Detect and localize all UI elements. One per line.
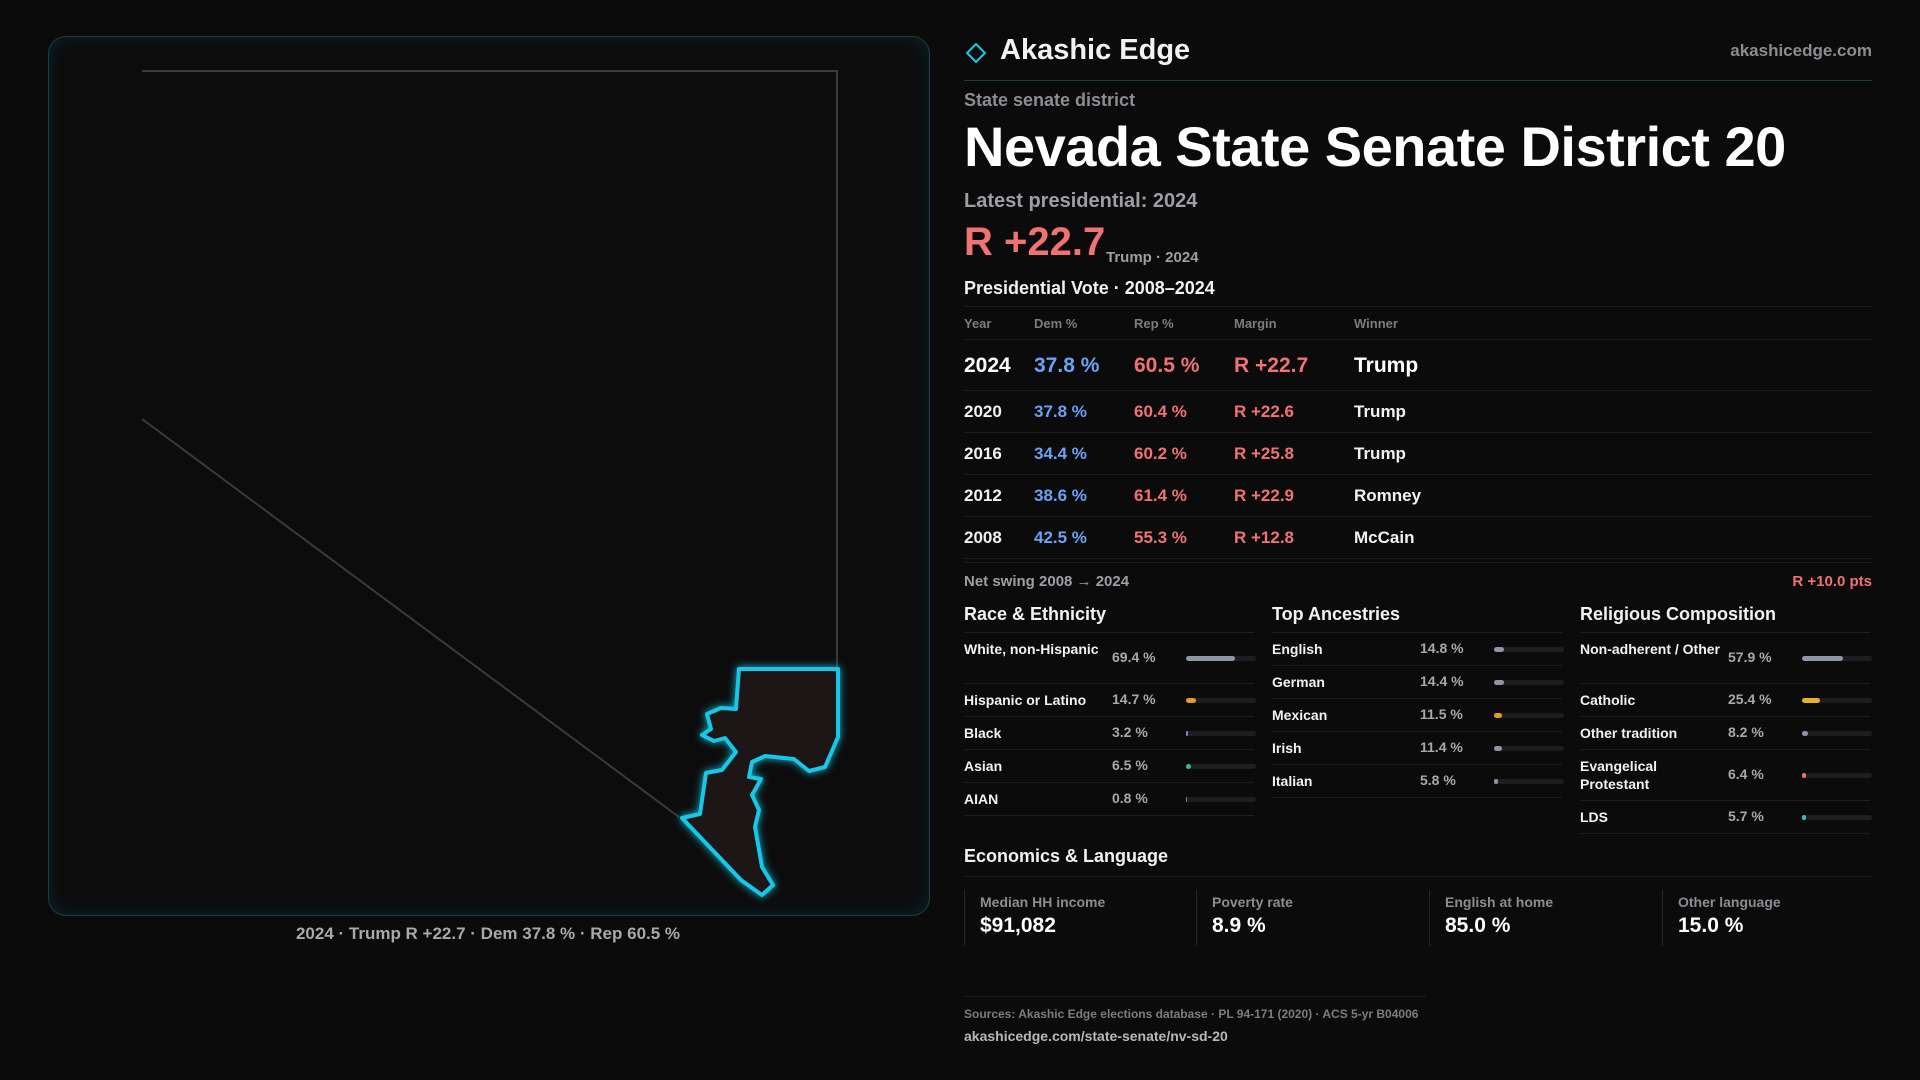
list-item [1580,717,1870,750]
bar-track [1802,698,1872,703]
bar-track [1802,815,1872,820]
item-pct: 11.4 % [1420,739,1463,755]
item-label: English [1272,641,1323,657]
vote-table-title: Presidential Vote · 2008–2024 [964,278,1215,298]
list-item [1580,633,1870,684]
bar-fill [1494,746,1502,751]
item-pct: 14.8 % [1420,640,1464,656]
cell-year: 2016 [964,444,1002,463]
cell-dem: 37.8 % [1034,354,1100,377]
header-rep: Rep % [1134,316,1174,331]
item-pct: 25.4 % [1728,691,1772,707]
bar-fill [1186,764,1191,769]
bar-fill [1186,731,1188,736]
stat-median-income [964,890,1191,946]
bar-fill [1186,797,1187,802]
table-row [964,517,1872,559]
latest-margin-sub: Trump · 2024 [1106,249,1199,266]
bar-fill [1494,680,1504,685]
map-panel[interactable] [48,36,930,916]
latest-margin: R +22.7 [964,220,1106,264]
item-pct: 8.2 % [1728,724,1764,740]
item-pct: 14.7 % [1112,691,1156,707]
table-row [964,475,1872,517]
bar-fill [1494,647,1504,652]
stat-label: English at home [1445,894,1554,910]
list-item [964,750,1254,783]
race-ethnicity-section [964,600,1254,816]
item-label: Hispanic or Latino [964,692,1087,708]
item-pct: 6.4 % [1728,766,1764,782]
item-label: White, non-Hispanic [964,641,1099,657]
cell-rep: 60.4 % [1134,402,1187,421]
sources-footer [964,996,1426,1044]
item-pct: 57.9 % [1728,649,1772,665]
bar-track [1802,656,1872,661]
cell-margin: R +22.7 [1234,354,1309,377]
cell-rep: 61.4 % [1134,486,1187,505]
economics-grid [964,890,1872,946]
cell-dem: 42.5 % [1034,528,1087,547]
item-label: LDS [1580,809,1608,825]
bar-track [1802,731,1872,736]
net-swing-label: Net swing 2008 → 2024 [964,573,1130,590]
bar-fill [1802,773,1806,778]
diamond-icon [966,43,986,63]
item-label: Asian [964,758,1003,774]
item-label: AIAN [964,791,999,807]
cell-rep: 60.2 % [1134,444,1187,463]
item-pct: 5.8 % [1420,772,1456,788]
bar-fill [1802,656,1843,661]
bar-track [1802,773,1872,778]
list-item [1272,666,1562,699]
item-pct: 6.5 % [1112,757,1148,773]
list-item [964,783,1254,816]
list-item [964,717,1254,750]
table-row [964,433,1872,475]
stat-label: Other language [1678,894,1781,910]
bar-fill [1802,815,1806,820]
page-title: Nevada State Senate District 20 [964,115,1786,178]
cell-year: 2024 [964,354,1011,377]
economics-title: Economics & Language [964,842,1872,877]
item-label: Other tradition [1580,725,1678,741]
item-label: German [1272,674,1325,690]
bar-track [1494,713,1564,718]
bar-track [1494,680,1564,685]
item-label: Mexican [1272,707,1328,723]
brand-name: Akashic Edge [1000,34,1191,66]
district-map[interactable] [49,37,929,915]
cell-margin: R +25.8 [1234,444,1295,463]
district-outline[interactable] [682,669,838,895]
cell-rep: 55.3 % [1134,528,1187,547]
section-title: Religious Composition [1580,600,1870,633]
bar-fill [1186,656,1235,661]
list-item [1272,765,1562,798]
cell-margin: R +22.9 [1234,486,1295,505]
cell-year: 2020 [964,402,1002,421]
list-item [1580,684,1870,717]
latest-presidential-label: Latest presidential: 2024 [964,190,1198,212]
brand-url-link[interactable]: akashicedge.com [1730,41,1872,60]
list-item [1272,732,1562,765]
table-header [964,306,1872,340]
header-year: Year [964,316,992,331]
item-pct: 0.8 % [1112,790,1148,806]
cell-winner: McCain [1354,528,1415,547]
item-pct: 5.7 % [1728,808,1764,824]
list-item [964,684,1254,717]
table-row [964,391,1872,433]
cell-margin: R +22.6 [1234,402,1295,421]
item-pct: 11.5 % [1420,706,1463,722]
cell-winner: Trump [1354,402,1406,421]
list-item [1580,750,1870,801]
info-panel [964,0,1872,1080]
item-pct: 3.2 % [1112,724,1148,740]
bar-fill [1494,779,1498,784]
header-winner: Winner [1354,316,1398,331]
cell-dem: 34.4 % [1034,444,1087,463]
item-pct: 14.4 % [1420,673,1464,689]
item-pct: 69.4 % [1112,649,1156,665]
bar-fill [1802,698,1820,703]
bar-track [1186,764,1256,769]
list-item [1272,699,1562,732]
bar-track [1186,797,1256,802]
presidential-vote-table [964,306,1872,559]
district-type: State senate district [964,90,1136,110]
stat-label: Median HH income [980,894,1106,910]
religion-section [1580,600,1870,834]
item-label: Non-adherent / Other [1580,641,1721,657]
bar-fill [1186,698,1196,703]
cell-margin: R +12.8 [1234,528,1295,547]
table-row [964,340,1872,391]
net-swing-row [964,562,1872,603]
section-title: Top Ancestries [1272,600,1562,633]
item-label: Black [964,725,1002,741]
cell-winner: Trump [1354,444,1406,463]
ancestries-section [1272,600,1562,798]
bar-track [1494,647,1564,652]
bar-fill [1802,731,1808,736]
net-swing-value: R +10.0 pts [1792,573,1872,590]
cell-year: 2008 [964,528,1002,547]
stat-value: 15.0 % [1678,914,1744,937]
item-label: Evangelical Protestant [1580,758,1658,792]
stat-poverty-rate [1196,890,1423,946]
stat-label: Poverty rate [1212,894,1293,910]
bar-fill [1494,713,1502,718]
stat-value: 85.0 % [1445,914,1511,937]
section-title: Race & Ethnicity [964,600,1254,633]
cell-winner: Trump [1354,354,1419,377]
item-label: Catholic [1580,692,1636,708]
stat-value: 8.9 % [1212,914,1266,937]
bar-track [1186,731,1256,736]
map-caption: 2024 · Trump R +22.7 · Dem 37.8 % · Rep 60.5 % [295,924,681,943]
cell-winner: Romney [1354,486,1422,505]
brand-header [964,30,1872,81]
stat-value: $91,082 [980,914,1056,937]
cell-dem: 38.6 % [1034,486,1087,505]
sources-text: Sources: Akashic Edge elections database · PL 94-171 (2020) · ACS 5-yr B04006 [964,1007,1419,1021]
stat-other-language [1662,890,1873,946]
cell-dem: 37.8 % [1034,402,1087,421]
item-label: Irish [1272,740,1302,756]
bar-track [1186,698,1256,703]
bar-track [1494,779,1564,784]
header-margin: Margin [1234,316,1277,331]
cell-rep: 60.5 % [1134,354,1200,377]
list-item [1580,801,1870,834]
stat-english-at-home [1429,890,1656,946]
list-item [1272,633,1562,666]
bar-track [1494,746,1564,751]
list-item [964,633,1254,684]
source-url-link[interactable]: akashicedge.com/state-senate/nv-sd-20 [964,1028,1228,1044]
bar-track [1186,656,1256,661]
item-label: Italian [1272,773,1313,789]
cell-year: 2012 [964,486,1002,505]
header-dem: Dem % [1034,316,1078,331]
state-outline [142,71,837,817]
